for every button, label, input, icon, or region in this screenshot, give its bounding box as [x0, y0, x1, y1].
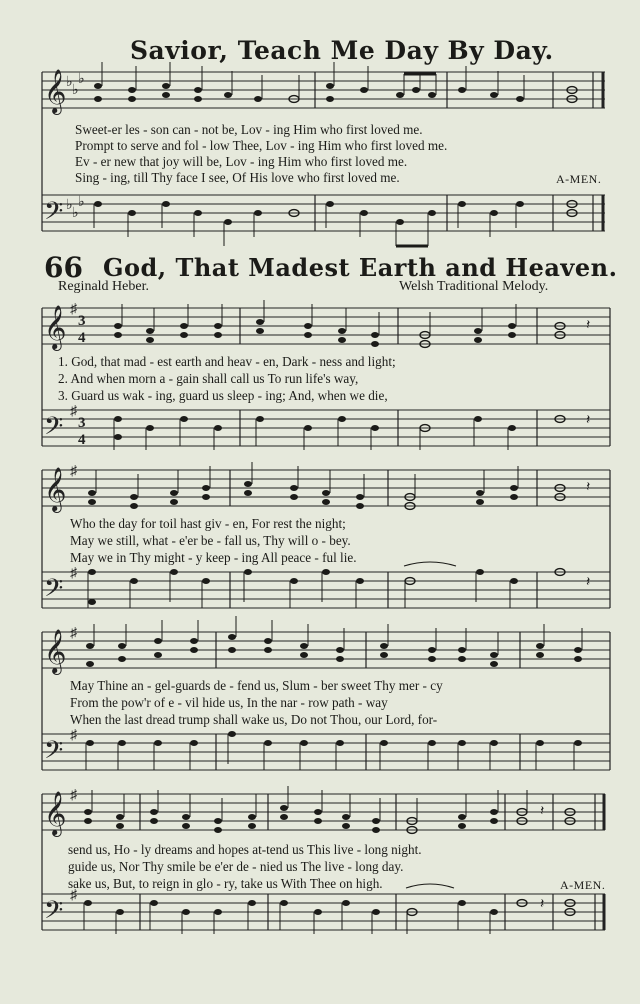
system-2-line-2: May we still, what - e'er be - fall us, Thy will o - bey. [70, 533, 351, 548]
svg-text:𝄽: 𝄽 [586, 575, 591, 590]
system-1-line-2: 2. And when morn a - gain shall call us To run life's way, [58, 371, 359, 386]
svg-text:𝄢: 𝄢 [44, 412, 64, 447]
svg-text:♭: ♭ [72, 83, 79, 98]
system-1-line-1: 1. God, that mad - est earth and heav - en, Dark - ness and light; [58, 354, 396, 369]
top-verse-1: Sweet-er les - son can - not be, Lov - ing Him who first loved me. [75, 122, 423, 137]
svg-text:𝄞: 𝄞 [44, 305, 67, 349]
svg-text:♯: ♯ [70, 302, 77, 317]
system-4-line-2: guide us, Nor Thy smile be e'er de - nied us The live - long day. [68, 859, 404, 874]
top-verse-2: Prompt to serve and fol - low Thee, Lov - ing Him who first loved me. [75, 138, 448, 153]
svg-text:𝄽: 𝄽 [540, 804, 545, 819]
svg-text:𝄞: 𝄞 [44, 467, 67, 511]
svg-text:3: 3 [78, 415, 86, 431]
system-2-line-1: Who the day for toil hast giv - en, For rest the night; [70, 516, 346, 531]
hymn-title: God, That Madest Earth and Heaven. [103, 253, 618, 282]
top-verse-3: Ev - er new that joy will be, Lov - ing Him who first loved me. [75, 154, 408, 169]
hymn-tune: Welsh Traditional Melody. [399, 279, 549, 294]
top-hymn-title: Savior, Teach Me Day By Day. [130, 36, 554, 65]
svg-text:𝄢: 𝄢 [44, 197, 64, 232]
system-4-line-1: send us, Ho - ly dreams and hopes at-tend us This live - long night. [68, 842, 422, 857]
hymn-author: Reginald Heber. [58, 279, 149, 294]
svg-text:𝄞: 𝄞 [44, 69, 67, 113]
svg-text:♯: ♯ [70, 888, 77, 903]
svg-text:♭: ♭ [66, 75, 73, 90]
svg-text:♯: ♯ [70, 728, 77, 743]
top-verse-4: Sing - ing, till Thy face I see, Of His love who first loved me. [75, 170, 400, 185]
svg-text:𝄽: 𝄽 [586, 480, 591, 495]
system-2-line-3: May we in Thy might - y keep - ing All peace - ful lie. [70, 550, 357, 565]
svg-text:♯: ♯ [70, 626, 77, 641]
bottom-amen: A-MEN. [560, 878, 606, 892]
top-amen: A-MEN. [556, 172, 602, 186]
system-3-line-3: When the last dread trump shall wake us, Do not Thou, our Lord, for- [70, 712, 438, 727]
svg-text:𝄽: 𝄽 [586, 413, 591, 428]
system-4-line-3: sake us, But, to reign in glo - ry, take us With Thee on high. [68, 876, 383, 891]
svg-text:♯: ♯ [70, 788, 77, 803]
svg-text:𝄞: 𝄞 [44, 791, 67, 835]
svg-text:♭: ♭ [72, 206, 79, 221]
hymn-number: 66 [44, 251, 83, 284]
svg-text:𝄽: 𝄽 [540, 897, 545, 912]
svg-text:♯: ♯ [70, 464, 77, 479]
system-3-line-2: From the pow'r of e - vil hide us, In the nar - row path - way [70, 695, 388, 710]
svg-text:3: 3 [78, 313, 86, 329]
svg-text:𝄢: 𝄢 [44, 574, 64, 609]
svg-text:𝄢: 𝄢 [44, 896, 64, 931]
svg-text:4: 4 [78, 432, 86, 448]
svg-text:♭: ♭ [78, 72, 85, 87]
system-1-line-3: 3. Guard us wak - ing, guard us sleep - ing; And, when we die, [58, 388, 388, 403]
svg-text:4: 4 [78, 330, 86, 346]
svg-text:𝄞: 𝄞 [44, 629, 67, 673]
svg-text:♯: ♯ [70, 404, 77, 419]
svg-text:𝄽: 𝄽 [586, 318, 591, 333]
svg-text:♭: ♭ [66, 198, 73, 213]
svg-text:♭: ♭ [78, 195, 85, 210]
svg-text:𝄢: 𝄢 [44, 736, 64, 771]
system-3-line-1: May Thine an - gel-guards de - fend us, Slum - ber sweet Thy mer - cy [70, 678, 443, 693]
svg-text:♯: ♯ [70, 566, 77, 581]
